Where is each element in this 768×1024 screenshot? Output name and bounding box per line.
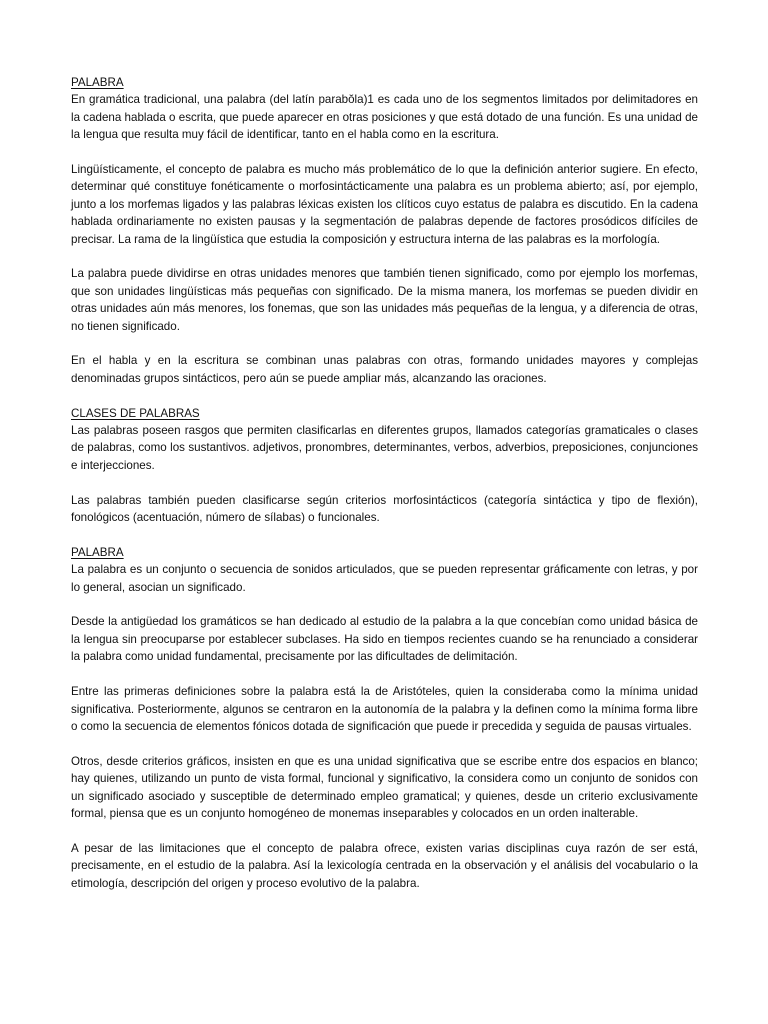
section-heading: PALABRA xyxy=(71,76,124,89)
paragraph: En gramática tradicional, una palabra (del latín parabŏla)1 es cada uno de los segmentos limitados por delimitadores en la cadena hablada o escrita, que puede aparecer en otras posiciones y que está dotado de una función. Es una unidad de la lengua que resulta muy fácil de identificar, tanto en el habla como en la escritura. xyxy=(71,93,698,142)
paragraph: Las palabras también pueden clasificarse según criterios morfosintácticos (categoría sintáctica y tipo de flexión), fonológicos (acentuación, número de sílabas) o funcionales. xyxy=(71,493,698,525)
section-palabra-1 xyxy=(71,74,698,387)
paragraph: Otros, desde criterios gráficos, insisten en que es una unidad significativa que se escribe entre dos espacios en blanco; hay quienes, utilizando un punto de vista formal, funcional y significativo, la considera como un conjunto de sonidos con un significado asociado y susceptible de determinado empleo gramatical; y quienes, desde un criterio exclusivamente formal, piensa que es un conjunto homogéneo de monemas inseparables y colocados en un orden inalterable. xyxy=(71,754,698,820)
section-clases-de-palabras xyxy=(71,405,698,527)
document-page xyxy=(71,74,698,909)
paragraph: Lingüísticamente, el concepto de palabra es mucho más problemático de lo que la definición anterior sugiere. En efecto, determinar qué constituye fonéticamente o morfosintácticamente una palabra es un problema abierto; así, por ejemplo, junto a los morfemas ligados y las palabras léxicas existen los clíticos cuyo estatus de palabra es discutido. En la cadena hablada ordinariamente no existen pausas y la segmentación de palabras depende de factores prosódicos difíciles de precisar. La rama de la lingüística que estudia la composición y estructura interna de las palabras es la morfología. xyxy=(71,163,698,246)
paragraph: La palabra es un conjunto o secuencia de sonidos articulados, que se pueden representar gráficamente con letras, y por lo general, asocian un significado. xyxy=(71,563,698,594)
paragraph: Las palabras poseen rasgos que permiten clasificarlas en diferentes grupos, llamados categorías gramaticales o clases de palabras, como los sustantivos. adjetivos, pronombres, determinantes, verbos, adverbios, preposiciones, conjunciones e interjecciones. xyxy=(71,424,698,472)
paragraph: La palabra puede dividirse en otras unidades menores que también tienen significado, como por ejemplo los morfemas, que son unidades lingüísticas más pequeñas con significado. De la misma manera, los morfemas se pueden dividir en otras unidades aún más menores, los fonemas, que son las unidades más pequeñas de la lengua, y a diferencia de otras, no tienen significado. xyxy=(71,267,698,333)
section-heading: PALABRA xyxy=(71,545,124,559)
paragraph: En el habla y en la escritura se combinan unas palabras con otras, formando unidades mayores y complejas denominadas grupos sintácticos, pero aún se puede ampliar más, alcanzando las oraciones. xyxy=(71,354,698,385)
paragraph: Entre las primeras definiciones sobre la palabra está la de Aristóteles, quien la consideraba como la mínima unidad significativa. Posteriormente, algunos se centraron en la autonomía de la palabra y la definen como la mínima forma libre o como la secuencia de elementos fónicos dotada de significación que puede ir precedida y seguida de pausas virtuales. xyxy=(71,685,698,733)
section-palabra-2 xyxy=(71,544,698,892)
section-heading: CLASES DE PALABRAS xyxy=(71,406,200,420)
paragraph: Desde la antigüedad los gramáticos se han dedicado al estudio de la palabra a la que concebían como unidad básica de la lengua sin preocuparse por establecer subclases. Ha sido en tiempos recientes cuando se ha renunciado a considerar la palabra como unidad fundamental, precisamente por las dificultades de delimitación. xyxy=(71,615,698,664)
paragraph: A pesar de las limitaciones que el concepto de palabra ofrece, existen varias disciplinas cuya razón de ser está, precisamente, en el estudio de la palabra. Así la lexicología centrada en la observación y el análisis del vocabulario o la etimología, descripción del origen y proceso evolutivo de la palabra. xyxy=(71,841,698,890)
